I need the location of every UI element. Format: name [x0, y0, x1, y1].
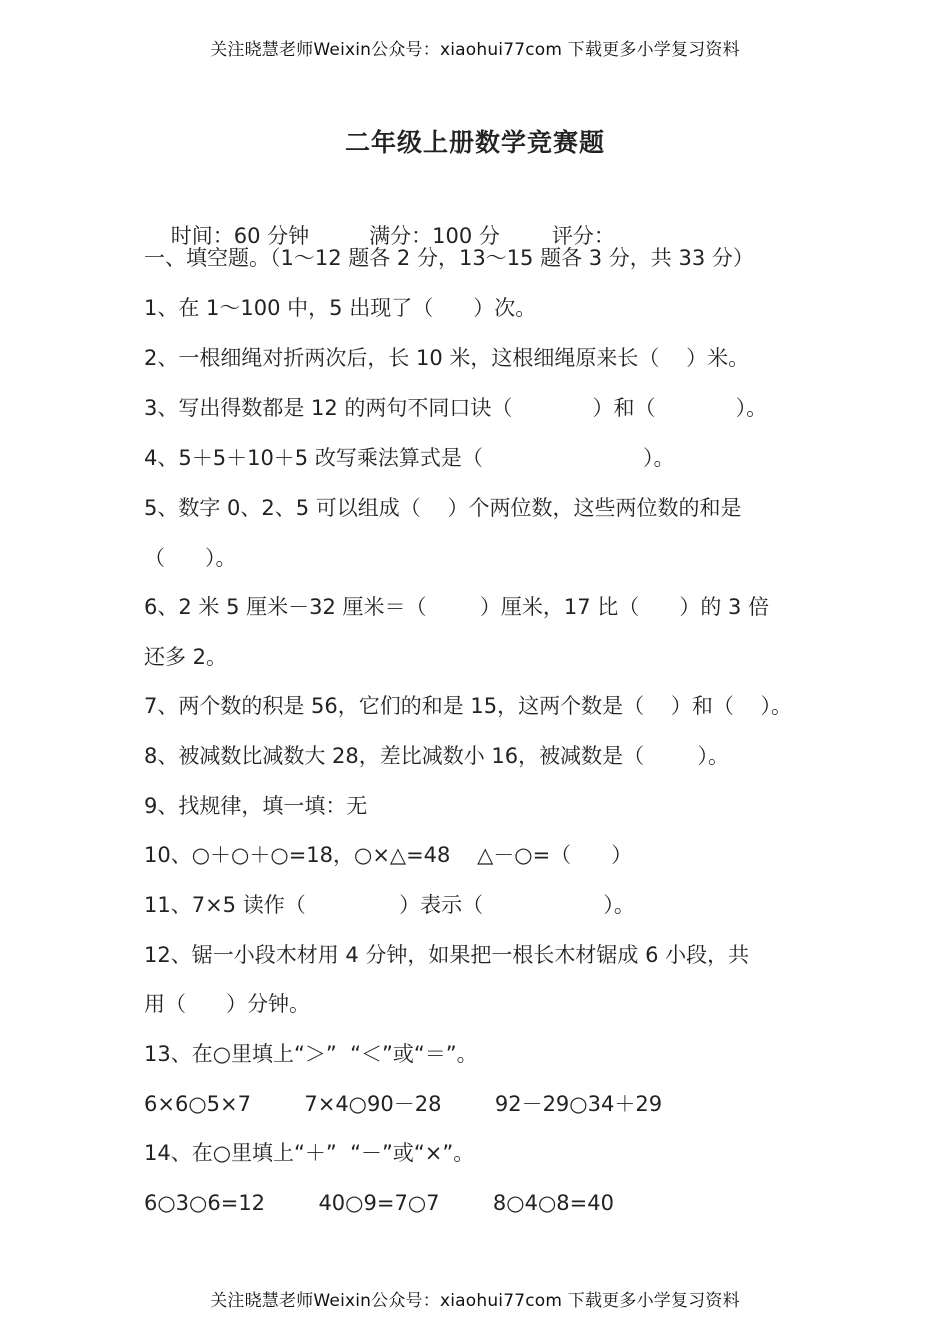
question-4: 4、5＋5＋10＋5 改写乘法算式是（ ）。: [144, 446, 675, 470]
page-title: 二年级上册数学竞赛题: [344, 128, 605, 157]
question-14-items: 6○3○6=12 40○9=7○7 8○4○8=40: [144, 1191, 614, 1215]
question-1: 1、在 1～100 中，5 出现了（ ）次。: [144, 296, 537, 320]
question-5-line-1: 5、数字 0、2、5 可以组成（ ）个两位数，这些两位数的和是: [144, 496, 742, 520]
question-6-line-2: 还多 2。: [144, 645, 228, 669]
question-11: 11、7×5 读作（ ）表示（ ）。: [144, 893, 635, 917]
footer-watermark: 关注晓慧老师Weixin公众号：xiaohui77com 下载更多小学复习资料: [210, 1291, 740, 1311]
question-9: 9、找规律，填一填：无: [144, 794, 368, 818]
question-10: 10、○＋○＋○=18，○×△=48 △－○=（ ）: [144, 843, 633, 867]
question-6-line-1: 6、2 米 5 厘米－32 厘米＝（ ）厘米，17 比（ ）的 3 倍: [144, 595, 770, 619]
full-score-info: 满分：100 分: [369, 224, 500, 248]
question-2: 2、一根细绳对折两次后，长 10 米，这根细绳原来长（ ）米。: [144, 346, 750, 370]
question-12-line-2: 用（ ）分钟。: [144, 992, 311, 1016]
rating-info: 评分：: [551, 224, 615, 248]
question-13-items: 6×6○5×7 7×4○90－28 92－29○34＋29: [144, 1092, 663, 1116]
question-13: 13、在○里填上“＞” “＜”或“＝”。: [144, 1042, 478, 1066]
time-info: 时间：60 分钟: [170, 224, 310, 248]
question-12-line-1: 12、锯一小段木材用 4 分钟，如果把一根长木材锯成 6 小段，共: [144, 943, 750, 967]
question-14: 14、在○里填上“＋” “－”或“×”。: [144, 1141, 475, 1165]
header-watermark: 关注晓慧老师Weixin公众号：xiaohui77com 下载更多小学复习资料: [210, 40, 740, 60]
question-3: 3、写出得数都是 12 的两句不同口诀（ ）和（ ）。: [144, 396, 768, 420]
section-heading: 一、填空题。（1～12 题各 2 分，13～15 题各 3 分，共 33 分）: [144, 246, 754, 270]
question-8: 8、被减数比减数大 28，差比减数小 16，被减数是（ ）。: [144, 744, 730, 768]
question-7: 7、两个数的积是 56，它们的和是 15，这两个数是（ ）和（ ）。: [144, 694, 793, 718]
question-5-line-2: （ ）。: [144, 546, 237, 570]
